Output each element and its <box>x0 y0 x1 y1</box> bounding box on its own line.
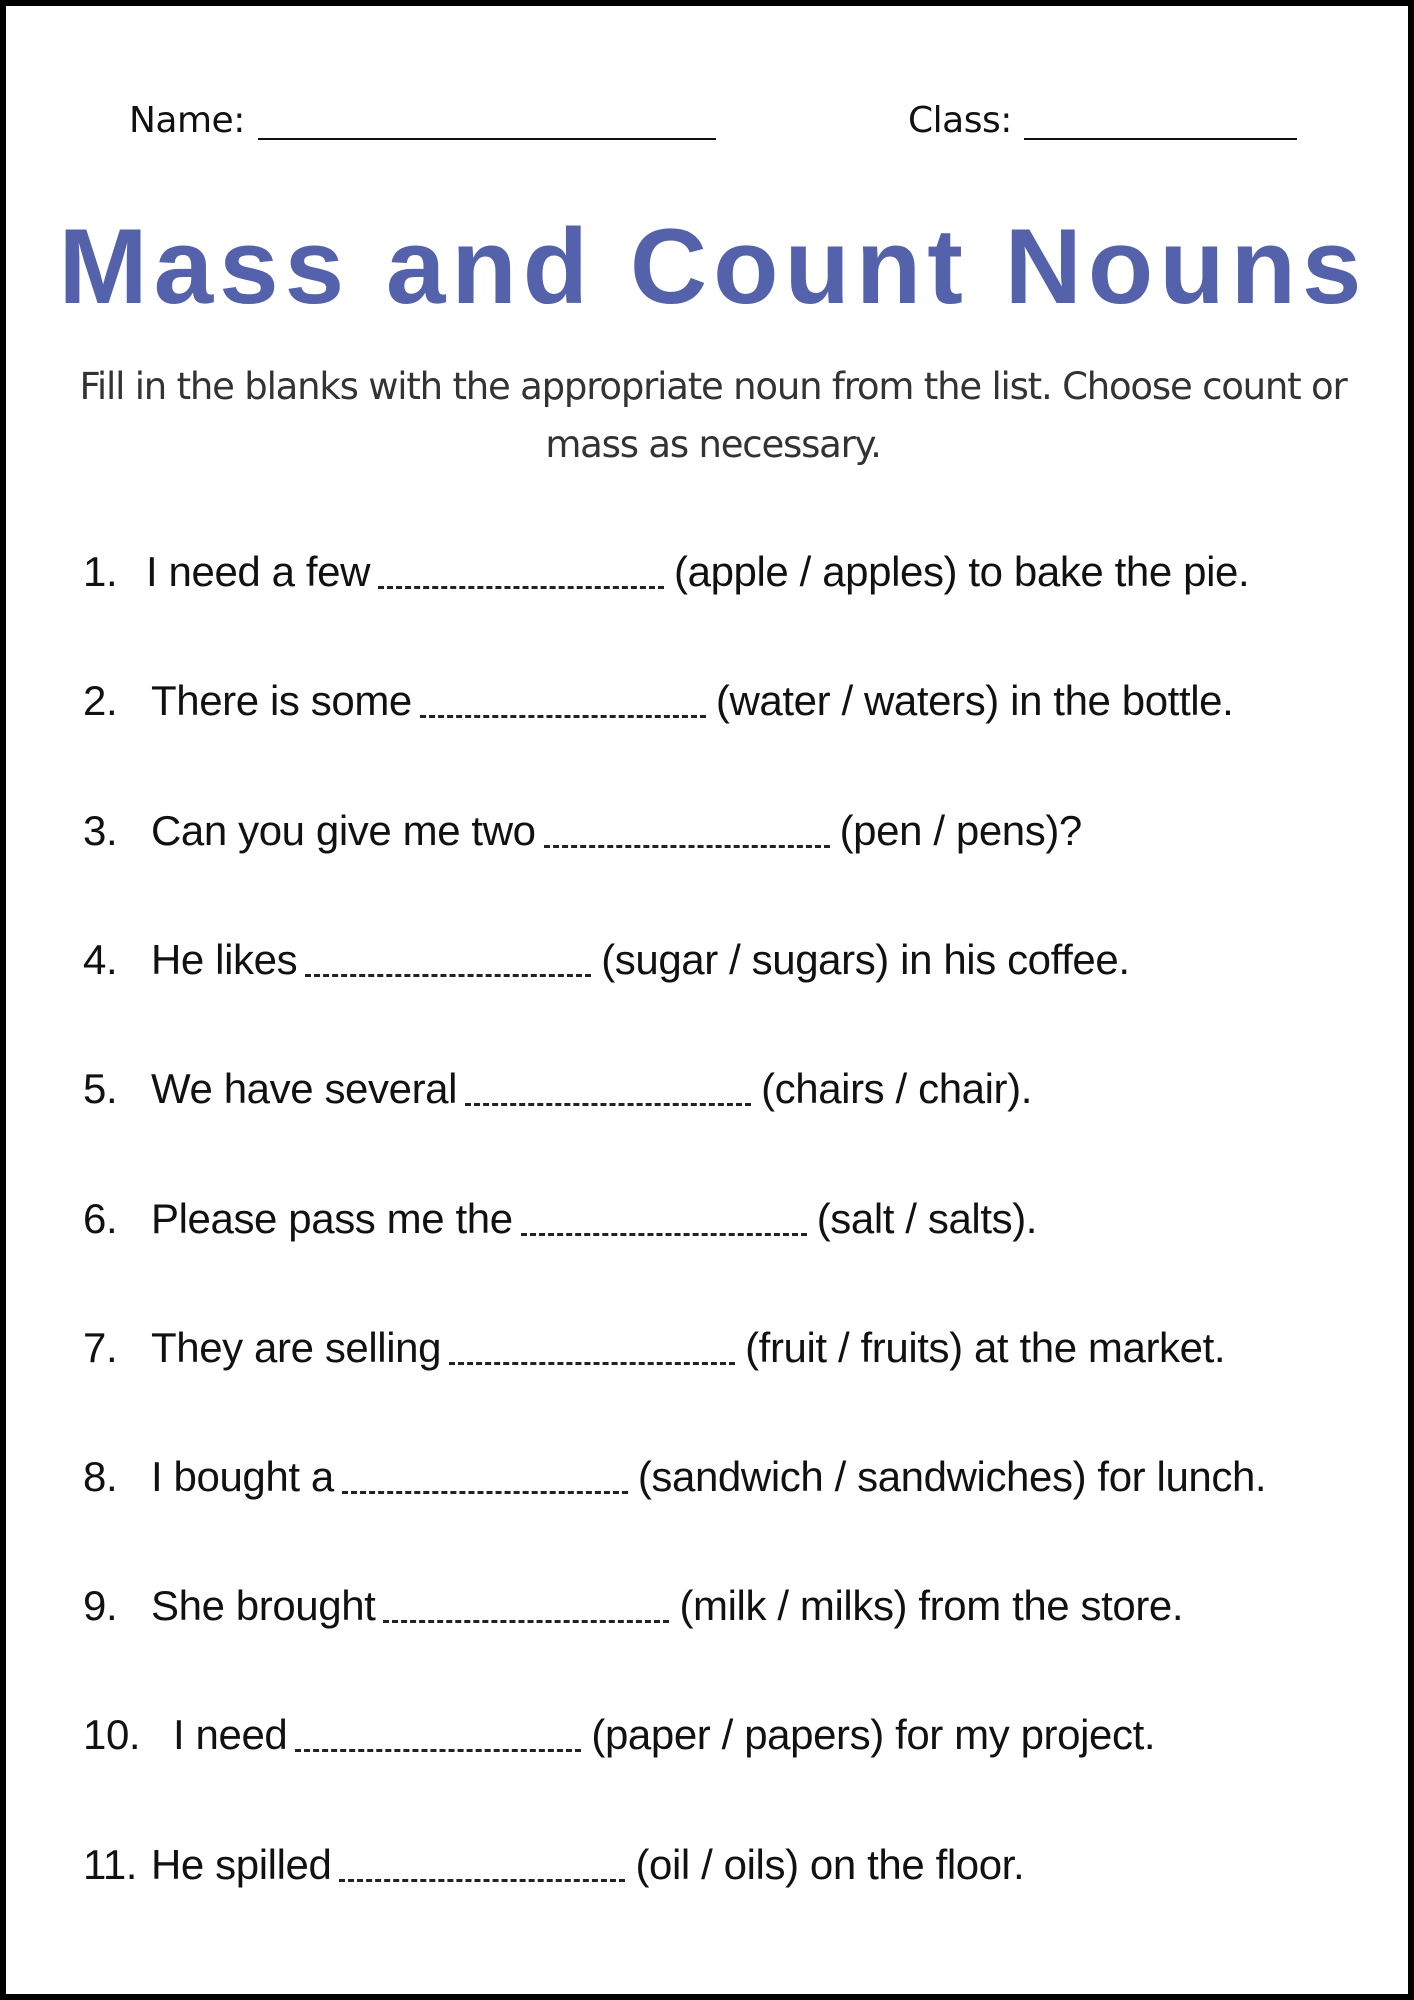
question-text-after: (paper / papers) for my project. <box>591 1711 1156 1758</box>
question-number: 4. <box>83 936 118 983</box>
question-text-after: (salt / salts). <box>816 1195 1038 1242</box>
question-item <box>83 1576 1183 1636</box>
question-item <box>83 1835 1024 1895</box>
answer-blank[interactable] <box>521 1231 807 1236</box>
class-label: Class: <box>908 100 1012 141</box>
answer-blank[interactable] <box>420 713 706 718</box>
answer-blank[interactable] <box>305 972 591 977</box>
question-text-before: Please pass me the <box>151 1195 513 1242</box>
answer-blank[interactable] <box>465 1101 751 1106</box>
question-text-before: He likes <box>151 936 298 983</box>
answer-blank[interactable] <box>383 1618 669 1623</box>
answer-blank[interactable] <box>544 843 830 848</box>
question-text-before: I need <box>173 1711 288 1758</box>
name-label: Name: <box>129 100 245 141</box>
worksheet-title: Mass and Count Nouns <box>58 206 1368 326</box>
question-text-after: (chairs / chair). <box>761 1065 1032 1112</box>
question-number: 1. <box>83 548 118 595</box>
name-field-line[interactable] <box>258 138 716 140</box>
question-text-before: She brought <box>151 1582 376 1629</box>
question-item <box>83 1059 1032 1119</box>
answer-blank[interactable] <box>449 1360 735 1365</box>
question-text-after: (fruit / fruits) at the market. <box>745 1324 1226 1371</box>
question-item <box>83 1318 1225 1378</box>
answer-blank[interactable] <box>295 1747 581 1752</box>
question-item <box>83 671 1233 731</box>
question-text-after: (milk / milks) from the store. <box>679 1582 1184 1629</box>
question-item <box>83 542 1249 602</box>
question-text-before: There is some <box>151 677 412 724</box>
question-text-after: (water / waters) in the bottle. <box>715 677 1234 724</box>
question-number: 7. <box>83 1324 118 1371</box>
question-item <box>83 930 1130 990</box>
question-number: 2. <box>83 677 118 724</box>
question-number: 8. <box>83 1453 118 1500</box>
answer-blank[interactable] <box>378 584 664 589</box>
instructions-text: Fill in the blanks with the appropriate noun from the list. Choose count or mass as necessary. <box>79 365 1347 466</box>
question-text-before: They are selling <box>151 1324 442 1371</box>
class-field-line[interactable] <box>1024 138 1297 140</box>
question-text-after: (sandwich / sandwiches) for lunch. <box>637 1453 1267 1500</box>
question-number: 11. <box>83 1841 138 1888</box>
question-text-after: (oil / oils) on the floor. <box>635 1841 1025 1888</box>
question-item <box>83 801 1082 861</box>
question-number: 6. <box>83 1195 118 1242</box>
question-text-after: (apple / apples) to bake the pie. <box>674 548 1250 595</box>
answer-blank[interactable] <box>339 1877 625 1882</box>
question-text-before: He spilled <box>151 1841 332 1888</box>
question-text-before: I need a few <box>146 548 371 595</box>
question-item <box>83 1447 1266 1507</box>
question-text-after: (pen / pens)? <box>839 807 1082 854</box>
question-text-before: Can you give me two <box>151 807 536 854</box>
question-item <box>83 1189 1037 1249</box>
question-text-before: I bought a <box>151 1453 334 1500</box>
question-number: 5. <box>83 1065 118 1112</box>
question-item <box>83 1705 1155 1765</box>
answer-blank[interactable] <box>342 1489 628 1494</box>
question-text-before: We have several <box>151 1065 458 1112</box>
question-number: 3. <box>83 807 118 854</box>
question-number: 9. <box>83 1582 118 1629</box>
question-number: 10. <box>83 1711 141 1758</box>
question-text-after: (sugar / sugars) in his coffee. <box>601 936 1130 983</box>
